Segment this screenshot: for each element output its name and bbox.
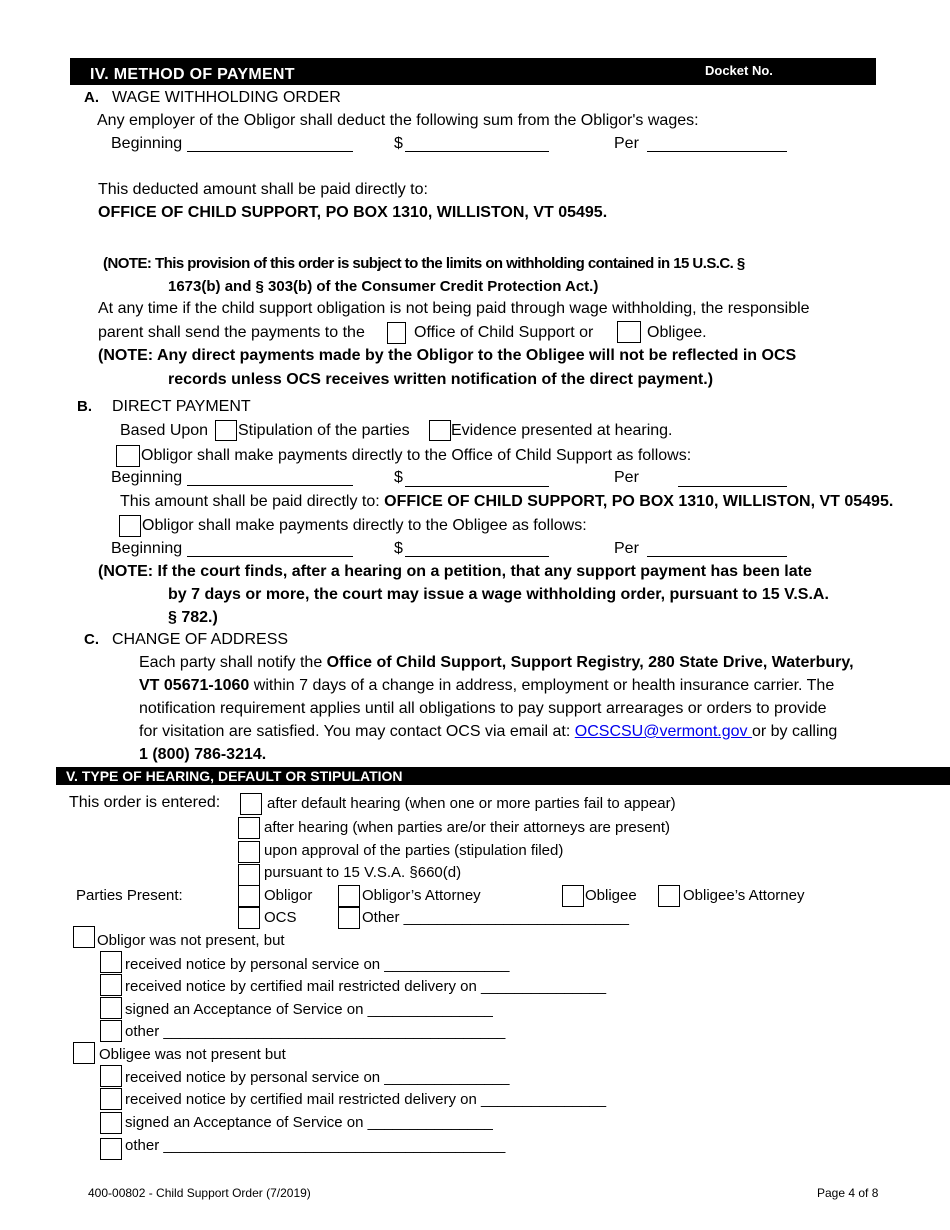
notify-line-2 [139,677,834,695]
ocs-address: OFFICE OF CHILD SUPPORT, PO BOX 1310, WILLISTON, VT 05495. [98,204,608,221]
obligee-personal-service-label: received notice by personal service on _______________ [125,1069,510,1086]
b2-beginning-label: Beginning [111,540,183,557]
note-late-payment: (NOTE: If the court finds, after a hearing on a petition, that any support payment has been late [98,563,812,580]
other-present-checkbox[interactable] [338,907,360,929]
evidence-checkbox[interactable] [429,420,451,441]
note-late-payment-cont: by 7 days or more, the court may issue a wage withholding order, pursuant to 15 V.S.A. [168,586,829,603]
obligee-personal-service-checkbox[interactable] [100,1065,122,1087]
section-iv-header [70,58,876,85]
obligee-acceptance-label: signed an Acceptance of Service on _______________ [125,1114,493,1131]
order-entered-label: This order is entered: [69,794,221,811]
default-hearing-label: after default hearing (when one or more parties fail to appear) [267,795,676,812]
obligee-attorney-checkbox[interactable] [658,885,680,907]
ocs-phone: 1 (800) 786-3214. [139,746,267,763]
per-label: Per [614,135,639,152]
default-hearing-checkbox[interactable] [240,793,262,815]
pay-ocs-checkbox[interactable] [116,445,140,467]
pursuant-660d-checkbox[interactable] [238,864,260,886]
after-hearing-checkbox[interactable] [238,817,260,839]
notify-line-4 [139,723,837,741]
obligee-absent-label: Obligee was not present but [99,1046,286,1063]
ocs-beginning-field[interactable] [187,485,353,486]
obligee-per-field[interactable] [647,556,787,557]
wage-per-field[interactable] [647,151,787,152]
b-per-label: Per [614,469,639,486]
paid-to-address: OFFICE OF CHILD SUPPORT, PO BOX 1310, WILLISTON, VT 05495. [384,493,894,510]
note-direct-payments: (NOTE: Any direct payments made by the Obligor to the Obligee will not be reflected in OCS [98,347,797,364]
section-a-letter: A. [84,89,99,106]
obligor-acceptance-checkbox[interactable] [100,997,122,1019]
dollar-label: $ [394,135,403,152]
obligee-present-checkbox[interactable] [562,885,584,907]
stipulation-label: Stipulation of the parties [238,422,410,439]
section-b-letter: B. [77,398,92,415]
section-v-title: V. TYPE OF HEARING, DEFAULT OR STIPULATION [66,768,403,784]
send-to-ocs-label: Office of Child Support or [414,324,594,341]
obligor-certified-mail-label: received notice by certified mail restricted delivery on _______________ [125,978,607,995]
obligor-acceptance-label: signed an Acceptance of Service on _______________ [125,1001,493,1018]
other-present-label: Other ___________________________ [362,909,629,926]
obligor-certified-mail-checkbox[interactable] [100,974,122,996]
ocs-amount-field[interactable] [405,486,549,487]
note-withholding-limits-cont: 1673(b) and § 303(b) of the Consumer Credit Protection Act.) [168,278,599,295]
note-direct-payments-cont: records unless OCS receives written notification of the direct payment.) [168,371,714,388]
after-hearing-label: after hearing (when parties are/or their attorneys are present) [264,819,671,836]
wage-beginning-field[interactable] [187,151,353,152]
b-beginning-label: Beginning [111,469,183,486]
footer-page-number: Page 4 of 8 [817,1186,879,1200]
send-payments-text: parent shall send the payments to the [98,324,365,341]
stipulation-filed-checkbox[interactable] [238,841,260,863]
evidence-label: Evidence presented at hearing. [451,422,673,439]
employer-deduct-text: Any employer of the Obligor shall deduct the following sum from the Obligor's wages: [97,112,699,129]
section-iv-title: IV. METHOD OF PAYMENT [90,66,295,83]
notify-within-text: within 7 days of a change in address, employment or health insurance carrier. The [249,677,835,694]
note-withholding-limits: (NOTE: This provision of this order is subject to the limits on withholding contained in 15 U.S.C. § [103,255,745,272]
pursuant-660d-label: pursuant to 15 V.S.A. §660(d) [264,864,462,881]
obligor-other-label: other _________________________________________ [125,1023,506,1040]
notify-text: Each party shall notify the [139,654,327,671]
based-upon-label: Based Upon [120,422,209,439]
notify-line-1 [139,654,854,672]
notify-line-3: notification requirement applies until all obligations to pay support arrearages or orders to provide [139,700,827,717]
pay-obligee-checkbox[interactable] [119,515,141,537]
paid-to-prefix-text: This amount shall be paid directly to: [120,493,380,510]
obligor-other-checkbox[interactable] [100,1020,122,1042]
obligor-personal-service-label: received notice by personal service on _______________ [125,956,510,973]
obligee-attorney-label: Obligee’s Attorney [683,887,805,904]
calling-text: or by calling [751,723,838,740]
send-to-obligee-label: Obligee. [647,324,707,341]
pay-obligee-label: Obligor shall make payments directly to the Obligee as follows: [142,517,587,534]
obligor-absent-checkbox[interactable] [73,926,95,948]
b2-dollar-label: $ [394,540,403,557]
obligee-certified-mail-checkbox[interactable] [100,1088,122,1110]
note-late-payment-cite: § 782.) [168,609,218,626]
obligor-present-checkbox[interactable] [238,885,260,907]
obligee-amount-field[interactable] [405,556,549,557]
paid-to-prefix [120,493,893,511]
section-c-heading: CHANGE OF ADDRESS [112,631,289,648]
send-to-obligee-checkbox[interactable] [617,321,641,343]
obligee-beginning-field[interactable] [187,556,353,557]
parties-present-label: Parties Present: [76,887,183,904]
ocs-per-field[interactable] [678,486,787,487]
anytime-text: At any time if the child support obligation is not being paid through wage withholding, the responsible [98,300,810,317]
footer-form-id: 400-00802 - Child Support Order (7/2019) [88,1186,311,1200]
section-b-heading: DIRECT PAYMENT [112,398,251,415]
section-v-header [56,767,950,785]
obligor-personal-service-checkbox[interactable] [100,951,122,973]
stipulation-checkbox[interactable] [215,420,237,441]
section-a-heading: WAGE WITHHOLDING ORDER [112,89,341,106]
obligor-attorney-checkbox[interactable] [338,885,360,907]
ocs-present-checkbox[interactable] [238,907,260,929]
ocs-present-label: OCS [264,909,297,926]
docket-label: Docket No. [705,63,773,78]
registry-zip: VT 05671-1060 [139,677,250,694]
send-to-ocs-checkbox[interactable] [387,322,406,344]
contact-text: for visitation are satisfied. You may contact OCS via email at: [139,723,575,740]
b-dollar-label: $ [394,469,403,486]
stipulation-filed-label: upon approval of the parties (stipulation filed) [264,842,564,859]
registry-address: Office of Child Support, Support Registry, 280 State Drive, Waterbury, [326,654,854,671]
obligor-present-label: Obligor [264,887,313,904]
obligee-certified-mail-label: received notice by certified mail restricted delivery on _______________ [125,1091,607,1108]
wage-amount-field[interactable] [405,151,549,152]
beginning-label: Beginning [111,135,183,152]
obligor-absent-label: Obligor was not present, but [97,932,285,949]
obligor-attorney-label: Obligor’s Attorney [362,887,481,904]
ocs-email-link[interactable]: OCSCSU@vermont.gov [574,723,752,740]
obligee-other-checkbox[interactable] [100,1138,122,1160]
obligee-other-label: other _________________________________________ [125,1137,506,1154]
section-c-letter: C. [84,631,99,648]
pay-ocs-label: Obligor shall make payments directly to the Office of Child Support as follows: [141,447,692,464]
b2-per-label: Per [614,540,639,557]
obligee-present-label: Obligee [585,887,637,904]
paid-to-text: This deducted amount shall be paid directly to: [98,181,428,198]
obligee-acceptance-checkbox[interactable] [100,1112,122,1134]
obligee-absent-checkbox[interactable] [73,1042,95,1064]
